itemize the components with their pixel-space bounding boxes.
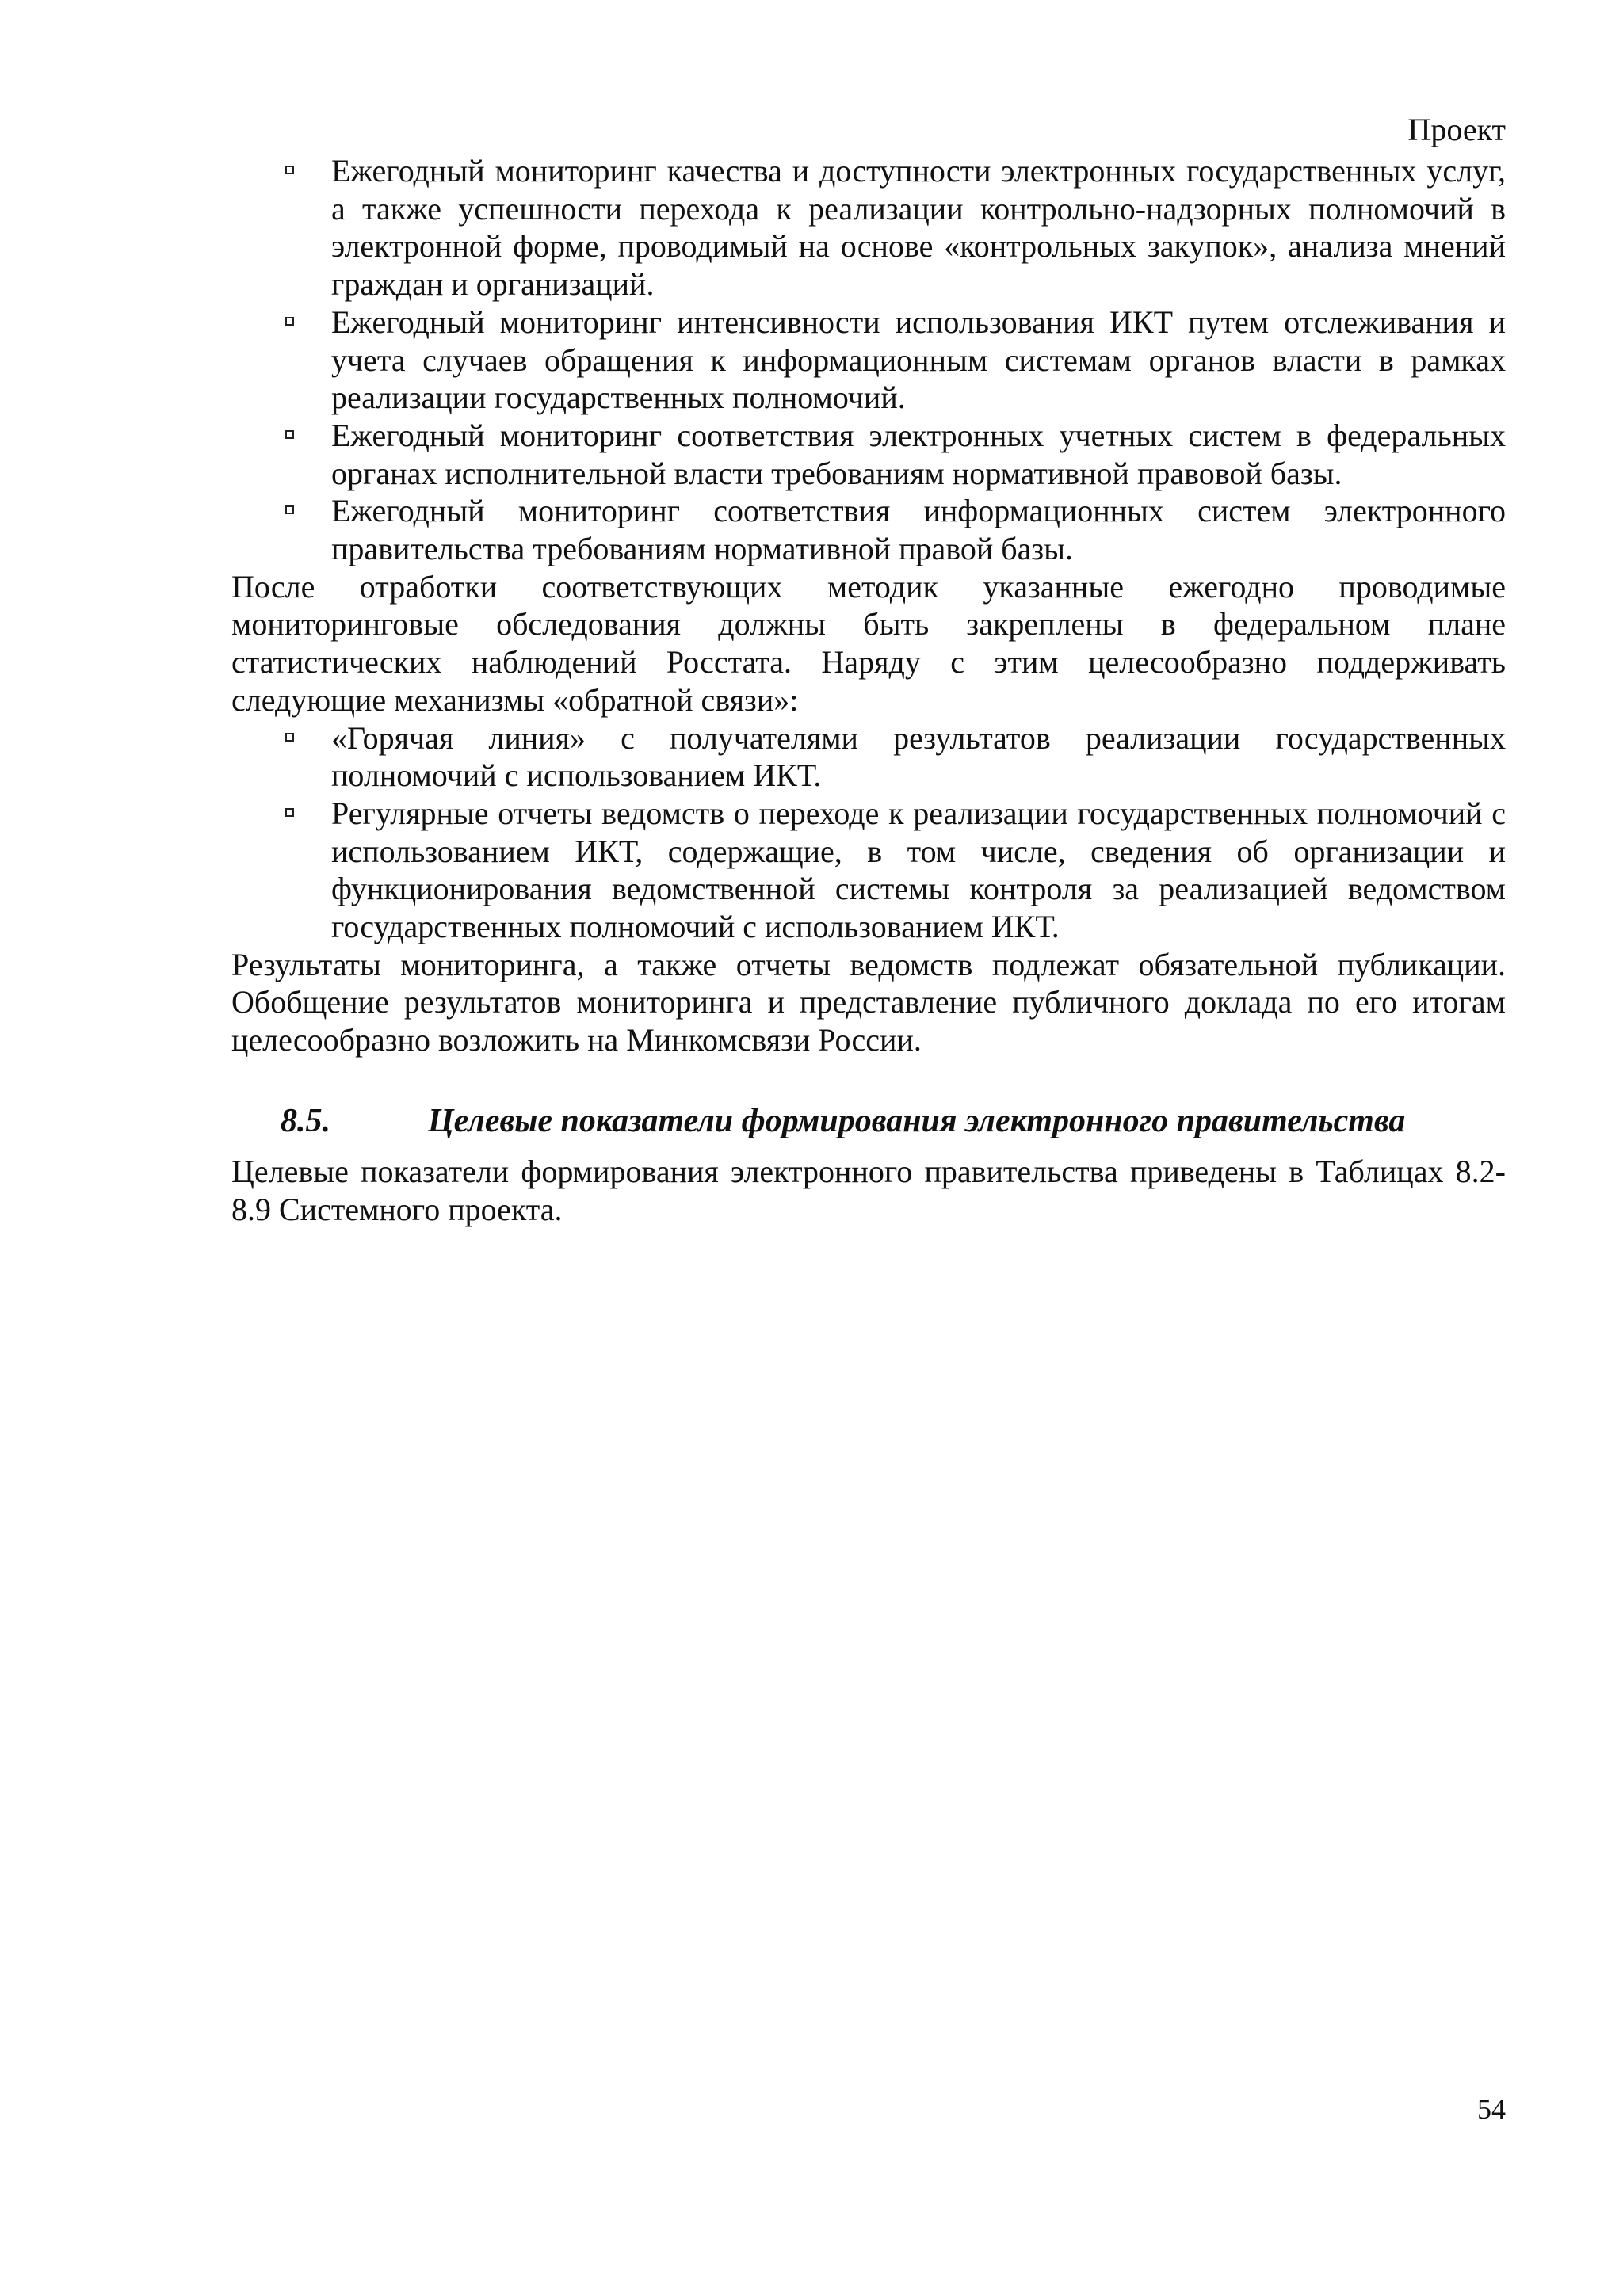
list-item-text: Регулярные отчеты ведомств о переходе к реализации государственных полномочий с использованием ИКТ, содержащие, в том числе, сведения об организации и функционирования ведомственной системы контроля за реализацией ведомством государственных полномочий с использованием ИКТ. [331,795,1506,945]
section-title: Целевые показатели формирования электронного правительства [428,1102,1406,1139]
list-item-text: Ежегодный мониторинг соответствия информационных систем электронного правительства требованиям нормативной правой базы. [331,493,1506,567]
list-item [231,417,1506,492]
feedback-list [231,719,1506,946]
square-bullet-icon [285,733,294,742]
list-item-text: Ежегодный мониторинг соответствия электронных учетных систем в федеральных органах исполнительной власти требованиям нормативной правовой базы. [331,417,1506,491]
body-paragraph: После отработки соответствующих методик указанные ежегодно проводимые мониторинговые обследования должны быть закреплены в федеральном плане статистических наблюдений Росстата. Наряду с этим целесообразно поддерживать следующие механизмы «обратной связи»: [231,568,1506,718]
page-content [231,152,1506,1228]
section-number: 8.5. [281,1102,330,1139]
list-item-text: Ежегодный мониторинг качества и доступности электронных государственных услуг, а также успешности перехода к реализации контрольно-надзорных полномочий в электронной форме, проводимый на основе «контрольных закупок», анализа мнений граждан и организаций. [331,153,1506,303]
list-item [231,303,1506,417]
section-heading [231,1097,1506,1145]
square-bullet-icon [285,808,294,817]
body-paragraph: Целевые показатели формирования электронного правительства приведены в Таблицах 8.2-8.9 Системного проекта. [231,1153,1506,1227]
page-number: 54 [1477,2093,1506,2125]
body-paragraph: Результаты мониторинга, а также отчеты ведомств подлежат обязательной публикации. Обобщение результатов мониторинга и представление публичного доклада по его итогам целесообразно возложить на Минкомсвязи России. [231,946,1506,1058]
list-item-text: «Горячая линия» с получателями результатов реализации государственных полномочий с использованием ИКТ. [331,719,1506,794]
square-bullet-icon [285,430,294,439]
list-item [231,152,1506,303]
list-item [231,492,1506,567]
list-item [231,719,1506,795]
monitoring-list [231,152,1506,568]
square-bullet-icon [285,505,294,514]
header-project-label: Проект [1407,112,1506,147]
square-bullet-icon [285,317,294,326]
list-item [231,795,1506,946]
square-bullet-icon [285,166,294,174]
list-item-text: Ежегодный мониторинг интенсивности использования ИКТ путем отслеживания и учета случаев обращения к информационным системам органов власти в рамках реализации государственных полномочий. [331,303,1506,416]
